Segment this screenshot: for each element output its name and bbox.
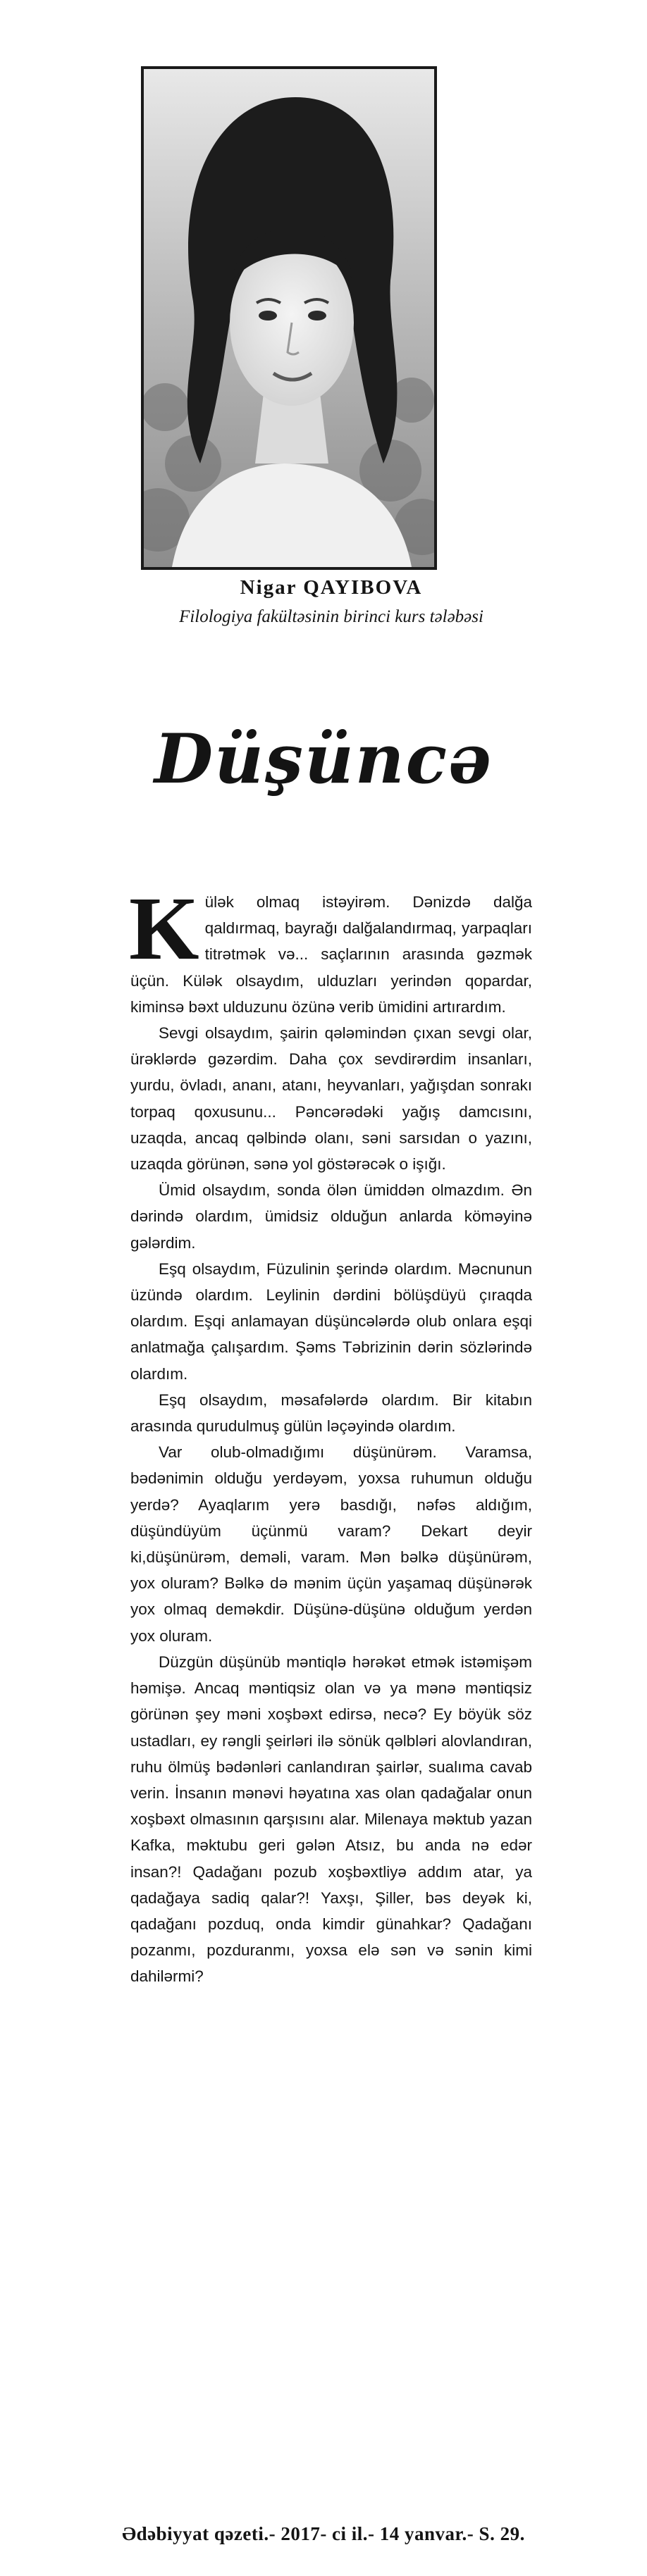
paragraph: Düzgün düşünüb məntiqlə hərəkət etmək istəmişəm həmişə. Ancaq məntiqsiz olan və ya mənə məntiqsiz görünən şey məni xoşbəxt edirsə, necə? Ey böyük söz ustadları, ey rəngli şeirləri ilə sönük qəlbləri alovlandıran, ruhu ölmüş bədənləri canlandıran şairlər, sualıma cavab verin. İnsanın mənəvi həyatına xas olan qadağalar onun xoşbəxt olmasının qarşısını alar. Milenaya məktub yazan Kafka, məktubu geri gələn Atsız, bu anda nə edər insan?! Qadağanı pozub xoşbəxtliyə addım atar, ya qadağaya sadiq qalar?! Yaxşı, Şiller, bəs deyək ki, qadağanı pozduq, onda kimdir günahkar? Qadağanı pozanmı, pozduranmı, yoxsa elə sən və sənin kimi dahilərmi? (130, 1653, 532, 1986)
paragraph: Var olub-olmadığımı düşünürəm. Varamsa, bədənimin olduğu yerdəyəm, yoxsa ruhumun olduğu yerdə? Ayaqlarım yerə basdığı, nəfəs aldığım, düşündüyüm üçünmü varam? Dekart deyir ki,düşünürəm, deməli, varam. Mən bəlkə düşünürəm, yox oluram? Bəlkə də mənim üçün yaşamaq düşünərək yox olmaq deməkdir. Düşünə-düşünə olduğum yerdən yox oluram. (130, 1443, 532, 1645)
paragraph: Sevgi olsaydım, şairin qələmindən çıxan sevgi olar, ürəklərdə gəzərdim. Daha çox sevdirərdim insanları, yurdu, övladı, ananı, atanı, heyvanları, yağışdan sonrakı torpaq qoxusunu... Pəncərədəki yağış damcısını, uzaqda, ancaq qəlbində olanı, səni sarsıdan o yazını, uzaqda görünən, sənə yol göstərəcək o işığı. (130, 1024, 532, 1174)
author-name: Nigar QAYIBOVA (240, 576, 423, 599)
author-photo (141, 66, 437, 570)
paragraph: Eşq olsaydım, Füzulinin şerində olardım. Məcnunun üzündə olardım. Leylinin dərdini bölüşdüyü çıraqda olardım. Eşqi anlamayan düşüncələrdə olub onlara eşqi anlatmağa çalışardım. Şəms Təbrizinin dərin sözlərində olardım. (130, 1259, 532, 1383)
paragraph: Ümid olsaydım, sonda ölən ümiddən olmazdım. Ən dərində olardım, ümidsiz olduğun anlarda köməyinə gələrdim. (130, 1181, 532, 1252)
source-citation: Ədəbiyyat qəzeti.- 2017- ci il.- 14 yanvar.- S. 29. (122, 2523, 525, 2544)
paragraph: Eşq olsaydım, məsafələrdə olardım. Bir kitabın arasında qurudulmuş gülün ləçəyində olardım. (130, 1390, 532, 1436)
drop-cap: K (129, 878, 199, 978)
article-body (129, 878, 532, 1990)
article-title: Düşüncə (154, 719, 493, 799)
paragraph-1-text: ülək olmaq istəyirəm. Dənizdə dalğa qaldırmaq, bayrağı dalğalandırmaq, yarpaqları titrətmək və... saçlarının arasında gəzmək üçün. Külək olsaydım, ulduzları yerindən qopardar, kiminsə bəxt ulduzunu özünə verib ümidini artırardım. (130, 893, 532, 1016)
author-description: Filologiya fakültəsinin birinci kurs tələbəsi (179, 607, 483, 626)
paragraph-1 (129, 878, 532, 1020)
